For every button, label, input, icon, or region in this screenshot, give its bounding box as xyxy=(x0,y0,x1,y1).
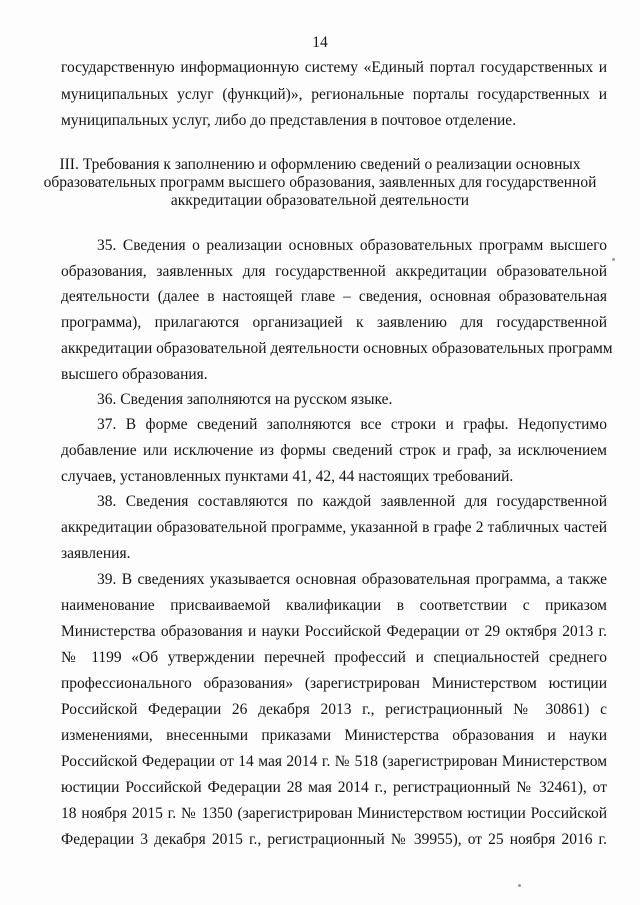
paragraph-35-line-1: 35. Сведения о реализации основных образовательных программ высшего xyxy=(97,237,607,254)
scan-mark xyxy=(612,258,615,261)
paragraph-35-line-2: образования, заявленных для государственной аккредитации образовательной xyxy=(61,263,607,280)
paragraph-35-line-6: высшего образования. xyxy=(61,366,208,383)
paragraph-39-line-4: № 1199 «Об утверждении перечней профессий и специальностей среднего xyxy=(61,649,607,666)
paragraph-39-line-3: Министерства образования и науки Российской Федерации от 29 октября 2013 г. xyxy=(61,623,607,640)
section-heading-line-1: III. Требования к заполнению и оформлению сведений о реализации основных xyxy=(59,156,581,173)
paragraph-39-line-11: Федерации 3 декабря 2015 г., регистрационный № 39955), от 25 ноября 2016 г. xyxy=(61,831,607,848)
paragraph-37-line-1: 37. В форме сведений заполняются все строки и графы. Недопустимо xyxy=(97,416,607,433)
paragraph-35-line-4: программа), прилагаются организацией к заявлению для государственной xyxy=(61,314,607,331)
paragraph-35-line-5: аккредитации образовательной деятельности основных образовательных программ xyxy=(61,340,613,357)
intro-line-3: муниципальных услуг, либо до представления в почтовое отделение. xyxy=(61,112,517,129)
paragraph-39-line-8: Российской Федерации от 14 мая 2014 г. № 518 (зарегистрирован Министерством xyxy=(61,753,607,770)
paragraph-39-line-10: 18 ноября 2015 г. № 1350 (зарегистрирован Министерством юстиции Российской xyxy=(61,805,607,822)
paragraph-39-line-6: Российской Федерации 26 декабря 2013 г., регистрационный № 30861) с xyxy=(61,701,607,718)
paragraph-35-line-3: деятельности (далее в настоящей главе – сведения, основная образовательная xyxy=(61,288,607,305)
paragraph-39-line-7: изменениями, внесенными приказами Министерства образования и науки xyxy=(61,727,607,744)
intro-line-1: государственную информационную систему «Единый портал государственных и xyxy=(61,59,607,76)
paragraph-37-line-3: случаев, установленных пунктами 41, 42, 44 настоящих требований. xyxy=(61,468,514,485)
section-heading-line-2: образовательных программ высшего образования, заявленных для государственной xyxy=(43,174,597,191)
paragraph-37-line-2: добавление или исключение из формы сведений строк и граф, за исключением xyxy=(61,442,607,459)
paragraph-38-line-3: заявления. xyxy=(61,545,131,562)
paragraph-39-line-5: профессионального образования» (зарегистрирован Министерством юстиции xyxy=(61,675,607,692)
paragraph-39-line-1: 39. В сведениях указывается основная образовательная программа, а также xyxy=(97,571,607,588)
paragraph-38-line-1: 38. Сведения составляются по каждой заявленной для государственной xyxy=(97,493,607,510)
section-heading-line-3: аккредитации образовательной деятельности xyxy=(170,192,470,209)
paragraph-39-line-2: наименование присваиваемой квалификации в соответствии с приказом xyxy=(61,597,607,614)
paragraph-36-line-1: 36. Сведения заполняются на русском языке. xyxy=(97,391,393,408)
paragraph-39-line-9: юстиции Российской Федерации 28 мая 2014 г., регистрационный № 32461), от xyxy=(61,779,607,796)
paragraph-38-line-2: аккредитации образовательной программе, указанной в графе 2 табличных частей xyxy=(61,519,607,536)
intro-line-2: муниципальных услуг (функций)», региональные порталы государственных и xyxy=(61,86,607,103)
page-number: 14 xyxy=(312,34,328,51)
scan-mark xyxy=(518,884,521,887)
